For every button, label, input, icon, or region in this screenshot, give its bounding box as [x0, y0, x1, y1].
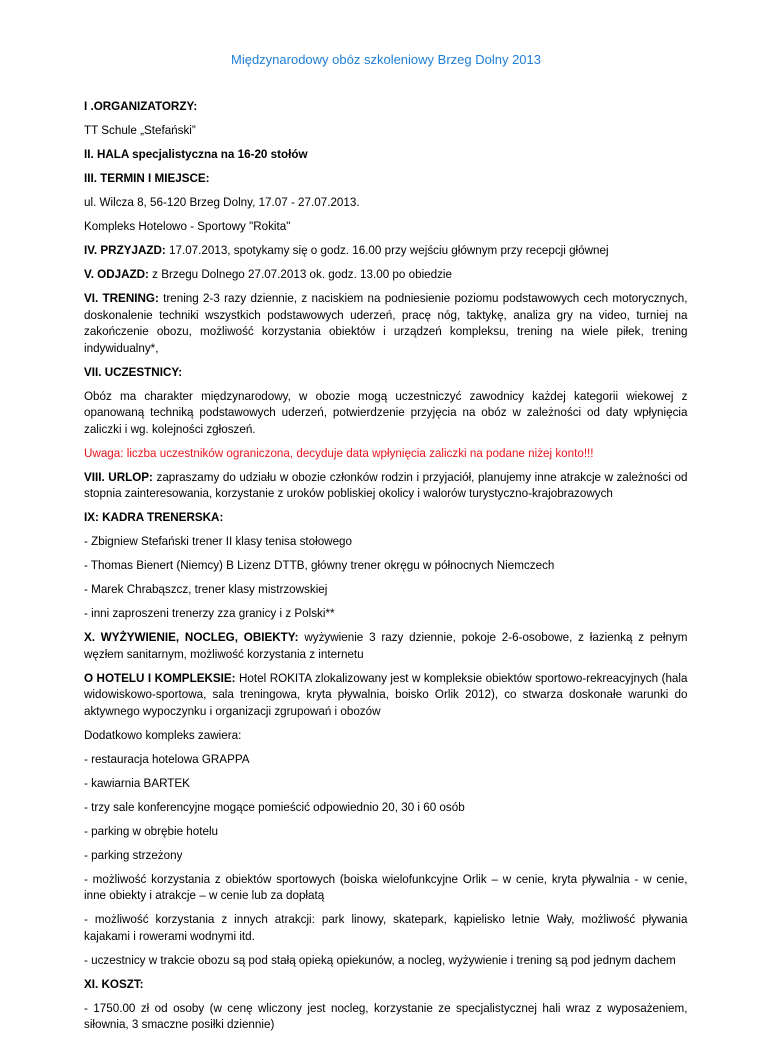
text-paragraph — [84, 194, 687, 211]
section-heading: III. TERMIN I MIEJSCE: — [84, 171, 210, 185]
paragraph-text: - parking strzeżony — [84, 847, 183, 862]
section-heading: VII. UCZESTNICY: — [84, 364, 183, 379]
section-paragraph — [84, 266, 687, 283]
section-paragraph — [84, 364, 687, 381]
paragraph-text: Dodatkowo kompleks zawiera: — [84, 727, 242, 742]
paragraph-text: - Zbigniew Stefański trener II klasy tenisa stołowego — [84, 534, 353, 548]
section-paragraph — [84, 98, 687, 115]
paragraph-text: - parking w obrębie hotelu — [84, 823, 219, 838]
section-paragraph — [84, 629, 687, 662]
document-body — [84, 98, 688, 1033]
paragraph-text: - możliwość korzystania z innych atrakcji: park linowy, skatepark, kąpielisko letnie Wały, możliwość pływania kajakami i rowerami wodnymi itd. — [84, 912, 688, 943]
section-paragraph — [84, 670, 687, 720]
document-title: Międzynarodowy obóz szkoleniowy Brzeg Dolny 2013 — [231, 52, 541, 67]
text-paragraph — [84, 605, 687, 622]
warning-note — [84, 445, 687, 462]
text-paragraph — [84, 533, 687, 550]
paragraph-text: - możliwość korzystania z obiektów sportowych (boiska wielofunkcyjne Orlik – w cenie, kryta pływalnia - w cenie, inne obiekty i atrakcje – w cenie lub za dopłatą — [84, 871, 688, 902]
paragraph-text: - uczestnicy w trakcie obozu są pod stałą opieką opiekunów, a nocleg, wyżywienie i trening są pod jednym dachem — [84, 952, 676, 967]
paragraph-text: ul. Wilcza 8, 56-120 Brzeg Dolny, 17.07 - 27.07.2013. — [84, 195, 360, 209]
text-paragraph — [84, 911, 687, 944]
document-page — [84, 0, 688, 1040]
text-paragraph — [84, 823, 687, 840]
section-paragraph — [84, 509, 687, 526]
paragraph-text: - Thomas Bienert (Niemcy) B Lizenz DTTB, główny trener okręgu w północnych Niemczech — [84, 558, 555, 572]
paragraph-text: - restauracja hotelowa GRAPPA — [84, 751, 250, 766]
section-heading: XI. KOSZT: — [84, 976, 144, 991]
section-paragraph — [84, 976, 687, 993]
paragraph-text: 17.07.2013, spotykamy się o godz. 16.00 przy wejściu głównym przy recepcji głównej — [165, 243, 609, 257]
paragraph-text: trening 2-3 razy dziennie, z naciskiem na podniesienie poziomu podstawowych cech motorycznych, doskonalenie techniki wszystkich podstawowych uderzeń, pracę nóg, taktykę, analiza gry na video, turniej na zakończenie obozu, możliwość korzystania obiektów i urządzeń kompleksu, trening na wiele piłek, trening indywidualny*, — [84, 291, 688, 355]
section-heading: O HOTELU I KOMPLEKSIE: — [84, 670, 236, 685]
section-heading: X. WYŻYWIENIE, NOCLEG, OBIEKTY: — [84, 630, 299, 644]
text-paragraph — [84, 581, 687, 598]
section-paragraph — [84, 170, 687, 187]
paragraph-text: Hotel ROKITA zlokalizowany jest w kompleksie obiektów sportowo-rekreacyjnych (hala widowiskowo-sportowa, sala treningowa, kryta pływalnia, boisko Orlik 2012), co stwarza doskonałe warunki do aktywnego wypoczynku i organizacji zgrupowań i obozów — [84, 670, 688, 718]
section-heading: IV. PRZYJAZD: — [84, 243, 166, 257]
text-paragraph — [84, 799, 687, 816]
paragraph-text: Uwaga: liczba uczestników ograniczona, decyduje data wpłynięcia zaliczki na podane niżej konto!!! — [84, 445, 594, 460]
paragraph-text: Obóz ma charakter międzynarodowy, w obozie mogą uczestniczyć zawodnicy każdej kategorii wiekowej z opanowaną techniką podstawowych uderzeń, potwierdzenie przyjęcia na obóz w zależności od daty wpłynięcia zaliczki i wg. kolejności zgłoszeń. — [84, 388, 688, 436]
text-paragraph — [84, 1000, 687, 1033]
section-heading: V. ODJAZD: — [84, 267, 149, 281]
text-paragraph — [84, 847, 687, 864]
text-paragraph — [84, 775, 687, 792]
text-paragraph — [84, 952, 687, 969]
text-paragraph — [84, 871, 687, 904]
text-paragraph — [84, 727, 687, 744]
paragraph-text: - trzy sale konferencyjne mogące pomieścić odpowiednio 20, 30 i 60 osób — [84, 799, 465, 814]
paragraph-text: - kawiarnia BARTEK — [84, 775, 190, 790]
text-paragraph — [84, 557, 687, 574]
section-heading: II. HALA specjalistyczna na 16-20 stołów — [84, 147, 308, 161]
text-paragraph — [84, 122, 687, 139]
section-paragraph — [84, 290, 687, 356]
section-heading: I .ORGANIZATORZY: — [84, 99, 198, 113]
section-paragraph — [84, 146, 687, 163]
section-heading: VI. TRENING: — [84, 291, 159, 305]
paragraph-text: - Marek Chrabąszcz, trener klasy mistrzowskiej — [84, 582, 328, 596]
text-paragraph — [84, 388, 687, 438]
section-paragraph — [84, 469, 687, 502]
paragraph-text: - inni zaproszeni trenerzy zza granicy i z Polski** — [84, 606, 335, 620]
paragraph-text: TT Schule „Stefański” — [84, 123, 196, 137]
paragraph-text: Kompleks Hotelowo - Sportowy "Rokita" — [84, 219, 291, 233]
paragraph-text: zapraszamy do udziału w obozie członków rodzin i przyjaciół, planujemy inne atrakcje w zależności od stopnia zainteresowania, korzystanie z uroków pobliskiej okolicy i walorów turystyczno-krajobrazowych — [84, 469, 688, 500]
paragraph-text: - 1750.00 zł od osoby (w cenę wliczony jest nocleg, korzystanie ze specjalistycznej hali wraz z wyposażeniem, siłownia, 3 smaczne posiłki dziennie) — [84, 1000, 688, 1031]
section-heading: IX: KADRA TRENERSKA: — [84, 510, 224, 524]
paragraph-text: z Brzegu Dolnego 27.07.2013 ok. godz. 13.00 po obiedzie — [148, 267, 453, 281]
paragraph-text: wyżywienie 3 razy dziennie, pokoje 2-6-osobowe, z łazienką z pełnym węzłem sanitarnym, możliwość korzystania z internetu — [84, 630, 688, 661]
text-paragraph — [84, 751, 687, 768]
section-heading: VIII. URLOP: — [84, 469, 153, 484]
text-paragraph — [84, 218, 687, 235]
section-paragraph — [84, 242, 687, 259]
